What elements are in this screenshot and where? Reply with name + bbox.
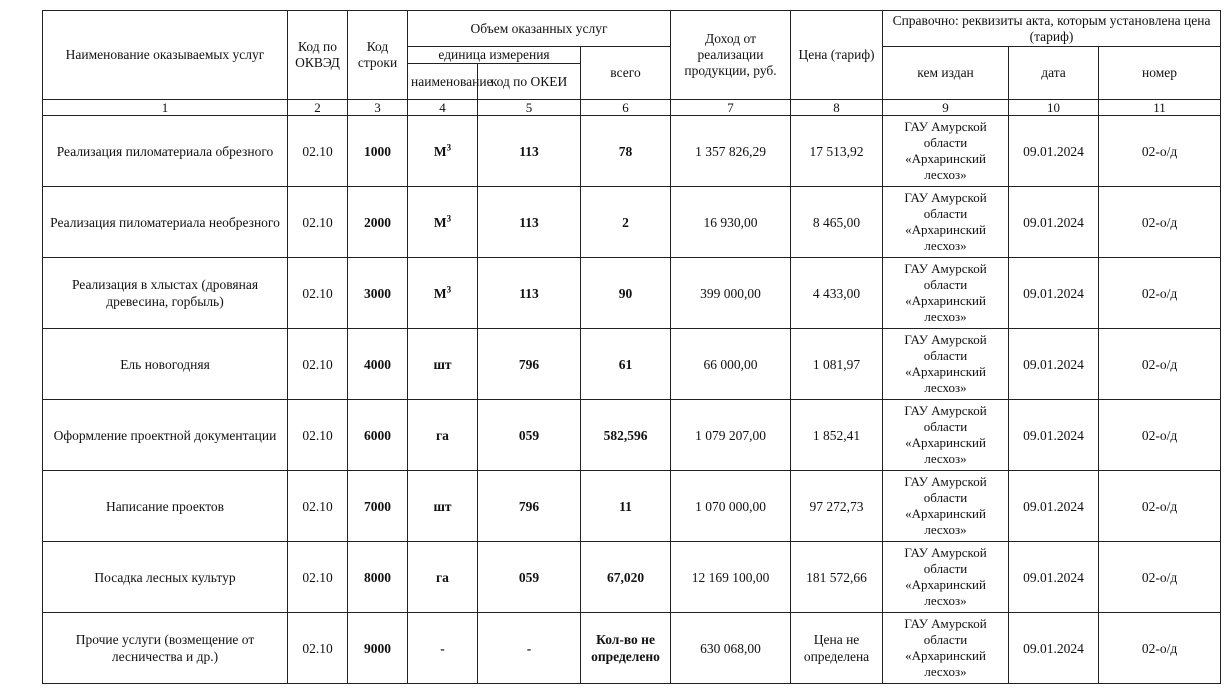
okved-cell: 02.10 <box>288 542 348 613</box>
table-row <box>43 187 1221 258</box>
row-code-cell: 3000 <box>348 258 408 329</box>
table-row <box>43 258 1221 329</box>
okved-cell: 02.10 <box>288 613 348 684</box>
okei-code-cell: 796 <box>478 471 581 542</box>
date-cell: 09.01.2024 <box>1009 116 1099 187</box>
table-row <box>43 329 1221 400</box>
issuer-cell: ГАУ Амурской области «Архаринский лесхоз» <box>883 471 1009 542</box>
okei-code-cell: 113 <box>478 187 581 258</box>
act-number-cell: 02-о/д <box>1099 471 1221 542</box>
act-number-cell: 02-о/д <box>1099 187 1221 258</box>
date-cell: 09.01.2024 <box>1009 329 1099 400</box>
income-cell: 399 000,00 <box>671 258 791 329</box>
income-cell: 1 079 207,00 <box>671 400 791 471</box>
okved-cell: 02.10 <box>288 400 348 471</box>
unit-text: М <box>433 285 447 301</box>
unit-text: - <box>440 640 445 656</box>
header-date: дата <box>1009 47 1099 100</box>
date-cell: 09.01.2024 <box>1009 258 1099 329</box>
unit-name-cell <box>408 329 478 400</box>
header-reference: Справочно: реквизиты акта, которым установлена цена (тариф) <box>883 11 1221 47</box>
okei-code-cell: - <box>478 613 581 684</box>
issuer-cell: ГАУ Амурской области «Архаринский лесхоз» <box>883 187 1009 258</box>
date-cell: 09.01.2024 <box>1009 471 1099 542</box>
total-cell: 582,596 <box>581 400 671 471</box>
okved-cell: 02.10 <box>288 258 348 329</box>
act-number-cell: 02-о/д <box>1099 613 1221 684</box>
unit-exponent: 3 <box>446 142 452 152</box>
header-issued-by: кем издан <box>883 47 1009 100</box>
issuer-cell: ГАУ Амурской области «Архаринский лесхоз» <box>883 613 1009 684</box>
okved-cell: 02.10 <box>288 187 348 258</box>
header-unit: единица измерения <box>408 47 581 64</box>
table-row <box>43 542 1221 613</box>
column-number: 6 <box>581 100 671 116</box>
header-row-code: Код строки <box>348 11 408 100</box>
row-code-cell: 8000 <box>348 542 408 613</box>
column-number: 1 <box>43 100 288 116</box>
row-code-cell: 2000 <box>348 187 408 258</box>
column-number: 10 <box>1009 100 1099 116</box>
unit-text: шт <box>433 498 452 514</box>
unit-name-cell <box>408 542 478 613</box>
unit-name-cell <box>408 187 478 258</box>
issuer-cell: ГАУ Амурской области «Архаринский лесхоз» <box>883 258 1009 329</box>
date-cell: 09.01.2024 <box>1009 613 1099 684</box>
table-header <box>43 11 1221 116</box>
header-okei-code: код по ОКЕИ <box>478 64 581 100</box>
okei-code-cell: 796 <box>478 329 581 400</box>
unit-text: М <box>433 214 447 230</box>
header-price: Цена (тариф) <box>791 11 883 100</box>
header-number: номер <box>1099 47 1221 100</box>
price-cell: 17 513,92 <box>791 116 883 187</box>
column-number: 11 <box>1099 100 1221 116</box>
column-number: 7 <box>671 100 791 116</box>
price-cell: 181 572,66 <box>791 542 883 613</box>
act-number-cell: 02-о/д <box>1099 258 1221 329</box>
header-total: всего <box>581 47 671 100</box>
act-number-cell: 02-о/д <box>1099 329 1221 400</box>
income-cell: 66 000,00 <box>671 329 791 400</box>
unit-text: га <box>436 427 449 443</box>
unit-name-cell <box>408 400 478 471</box>
services-report-sheet <box>42 10 1220 684</box>
column-number: 9 <box>883 100 1009 116</box>
issuer-cell: ГАУ Амурской области «Архаринский лесхоз» <box>883 400 1009 471</box>
issuer-cell: ГАУ Амурской области «Архаринский лесхоз» <box>883 329 1009 400</box>
income-cell: 1 070 000,00 <box>671 471 791 542</box>
issuer-cell: ГАУ Амурской области «Архаринский лесхоз» <box>883 542 1009 613</box>
column-number: 8 <box>791 100 883 116</box>
table-row <box>43 400 1221 471</box>
unit-name-cell <box>408 116 478 187</box>
service-name-cell: Реализация в хлыстах (дровяная древесина, горбыль) <box>43 258 288 329</box>
service-name-cell: Реализация пиломатериала обрезного <box>43 116 288 187</box>
header-income: Доход от реализации продукции, руб. <box>671 11 791 100</box>
income-cell: 12 169 100,00 <box>671 542 791 613</box>
column-number-row <box>43 100 1221 116</box>
services-table <box>42 10 1221 684</box>
service-name-cell: Оформление проектной документации <box>43 400 288 471</box>
total-cell: 61 <box>581 329 671 400</box>
price-cell: 1 852,41 <box>791 400 883 471</box>
price-cell: 8 465,00 <box>791 187 883 258</box>
act-number-cell: 02-о/д <box>1099 116 1221 187</box>
price-cell: 1 081,97 <box>791 329 883 400</box>
row-code-cell: 9000 <box>348 613 408 684</box>
unit-name-cell <box>408 258 478 329</box>
unit-exponent: 3 <box>446 213 452 223</box>
header-volume: Объем оказанных услуг <box>408 11 671 47</box>
total-cell: 90 <box>581 258 671 329</box>
column-number: 5 <box>478 100 581 116</box>
row-code-cell: 6000 <box>348 400 408 471</box>
okei-code-cell: 113 <box>478 116 581 187</box>
table-row <box>43 613 1221 684</box>
column-number: 2 <box>288 100 348 116</box>
table-row <box>43 116 1221 187</box>
unit-text: М <box>433 143 447 159</box>
income-cell: 1 357 826,29 <box>671 116 791 187</box>
okved-cell: 02.10 <box>288 329 348 400</box>
price-cell: 4 433,00 <box>791 258 883 329</box>
price-cell: Цена не определена <box>791 613 883 684</box>
column-number: 4 <box>408 100 478 116</box>
header-unit-name: наименование <box>408 64 478 100</box>
total-cell: 67,020 <box>581 542 671 613</box>
service-name-cell: Ель новогодняя <box>43 329 288 400</box>
act-number-cell: 02-о/д <box>1099 400 1221 471</box>
row-code-cell: 4000 <box>348 329 408 400</box>
total-cell: Кол-во не определено <box>581 613 671 684</box>
okved-cell: 02.10 <box>288 116 348 187</box>
price-cell: 97 272,73 <box>791 471 883 542</box>
total-cell: 11 <box>581 471 671 542</box>
date-cell: 09.01.2024 <box>1009 542 1099 613</box>
table-row <box>43 471 1221 542</box>
service-name-cell: Прочие услуги (возмещение от лесничества и др.) <box>43 613 288 684</box>
service-name-cell: Написание проектов <box>43 471 288 542</box>
income-cell: 16 930,00 <box>671 187 791 258</box>
unit-exponent: 3 <box>446 284 452 294</box>
total-cell: 78 <box>581 116 671 187</box>
okei-code-cell: 113 <box>478 258 581 329</box>
service-name-cell: Посадка лесных культур <box>43 542 288 613</box>
okei-code-cell: 059 <box>478 400 581 471</box>
unit-name-cell <box>408 613 478 684</box>
row-code-cell: 7000 <box>348 471 408 542</box>
income-cell: 630 068,00 <box>671 613 791 684</box>
table-body <box>43 116 1221 684</box>
date-cell: 09.01.2024 <box>1009 187 1099 258</box>
okved-cell: 02.10 <box>288 471 348 542</box>
okei-code-cell: 059 <box>478 542 581 613</box>
unit-text: га <box>436 569 449 585</box>
date-cell: 09.01.2024 <box>1009 400 1099 471</box>
act-number-cell: 02-о/д <box>1099 542 1221 613</box>
issuer-cell: ГАУ Амурской области «Архаринский лесхоз» <box>883 116 1009 187</box>
column-number: 3 <box>348 100 408 116</box>
row-code-cell: 1000 <box>348 116 408 187</box>
service-name-cell: Реализация пиломатериала необрезного <box>43 187 288 258</box>
header-okved-code: Код по ОКВЭД <box>288 11 348 100</box>
header-service-name: Наименование оказываемых услуг <box>43 11 288 100</box>
unit-text: шт <box>433 356 452 372</box>
unit-name-cell <box>408 471 478 542</box>
total-cell: 2 <box>581 187 671 258</box>
